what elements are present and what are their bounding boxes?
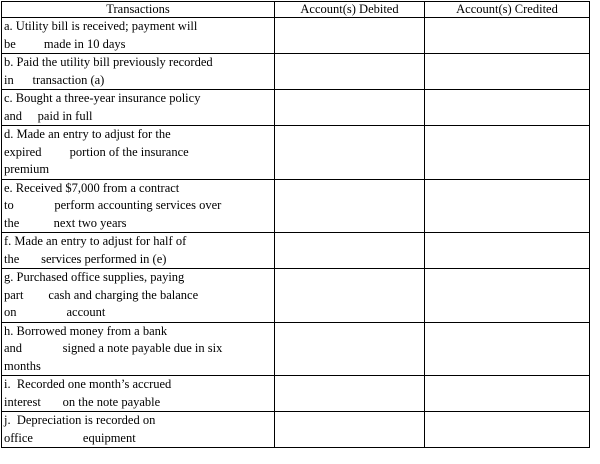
account-credited-cell[interactable] (425, 126, 590, 180)
transaction-row (2, 179, 590, 233)
description-line: months (4, 358, 41, 373)
account-credited-cell[interactable] (425, 322, 590, 376)
account-credited-cell[interactable] (425, 269, 590, 323)
description-line: h. Borrowed money from a bank (4, 323, 168, 338)
account-credited-cell[interactable] (425, 179, 590, 233)
account-debited-cell[interactable] (275, 233, 425, 269)
transaction-row (2, 322, 590, 376)
credited-header: Account(s) Credited (425, 2, 590, 18)
description-line: f. Made an entry to adjust for half of (4, 234, 187, 248)
description-line: j. Depreciation is recorded on (4, 413, 156, 427)
account-credited-cell[interactable] (425, 90, 590, 126)
description-line: in transaction (a) (4, 72, 105, 87)
account-debited-cell[interactable] (275, 412, 425, 448)
description-line: interest on the note payable (4, 394, 161, 409)
transaction-row (2, 269, 590, 323)
transaction-description (2, 376, 275, 412)
account-credited-cell[interactable] (425, 233, 590, 269)
transaction-row (2, 126, 590, 180)
transaction-description (2, 179, 275, 233)
description-line: office equipment (4, 430, 136, 445)
transaction-description (2, 322, 275, 376)
account-debited-cell[interactable] (275, 54, 425, 90)
transaction-row (2, 18, 590, 54)
account-debited-cell[interactable] (275, 126, 425, 180)
account-debited-cell[interactable] (275, 269, 425, 323)
transaction-description (2, 90, 275, 126)
debited-header: Account(s) Debited (275, 2, 425, 18)
transaction-description (2, 126, 275, 180)
transaction-description (2, 412, 275, 448)
description-line: and paid in full (4, 108, 93, 123)
description-line: to perform accounting services over (4, 198, 222, 212)
description-line: b. Paid the utility bill previously recorded (4, 55, 213, 69)
description-line: part cash and charging the balance (4, 287, 199, 302)
description-line: the next two years (4, 215, 127, 230)
transaction-row (2, 412, 590, 448)
transaction-description (2, 18, 275, 54)
transaction-row (2, 90, 590, 126)
description-line: the services performed in (e) (4, 251, 167, 266)
description-line: e. Received $7,000 from a contract (4, 180, 180, 195)
transaction-description (2, 233, 275, 269)
description-line: g. Purchased office supplies, paying (4, 270, 185, 284)
transactions-header: Transactions (2, 2, 275, 18)
description-line: be made in 10 days (4, 36, 126, 51)
account-credited-cell[interactable] (425, 412, 590, 448)
account-debited-cell[interactable] (275, 18, 425, 54)
description-line: a. Utility bill is received; payment will (4, 19, 198, 33)
account-debited-cell[interactable] (275, 90, 425, 126)
header-row (2, 2, 590, 18)
account-credited-cell[interactable] (425, 54, 590, 90)
description-line: i. Recorded one month’s accrued (4, 377, 172, 391)
description-line: expired portion of the insurance (4, 144, 189, 159)
account-debited-cell[interactable] (275, 322, 425, 376)
account-credited-cell[interactable] (425, 376, 590, 412)
transaction-description (2, 269, 275, 323)
description-line: d. Made an entry to adjust for the (4, 127, 171, 141)
transaction-description (2, 54, 275, 90)
journal-table (1, 1, 590, 448)
transaction-row (2, 376, 590, 412)
transaction-row (2, 233, 590, 269)
description-line: and signed a note payable due in six (4, 341, 223, 355)
account-debited-cell[interactable] (275, 179, 425, 233)
description-line: premium (4, 162, 50, 176)
account-credited-cell[interactable] (425, 18, 590, 54)
transaction-row (2, 54, 590, 90)
description-line: c. Bought a three-year insurance policy (4, 91, 201, 105)
description-line: on account (4, 305, 106, 319)
account-debited-cell[interactable] (275, 376, 425, 412)
